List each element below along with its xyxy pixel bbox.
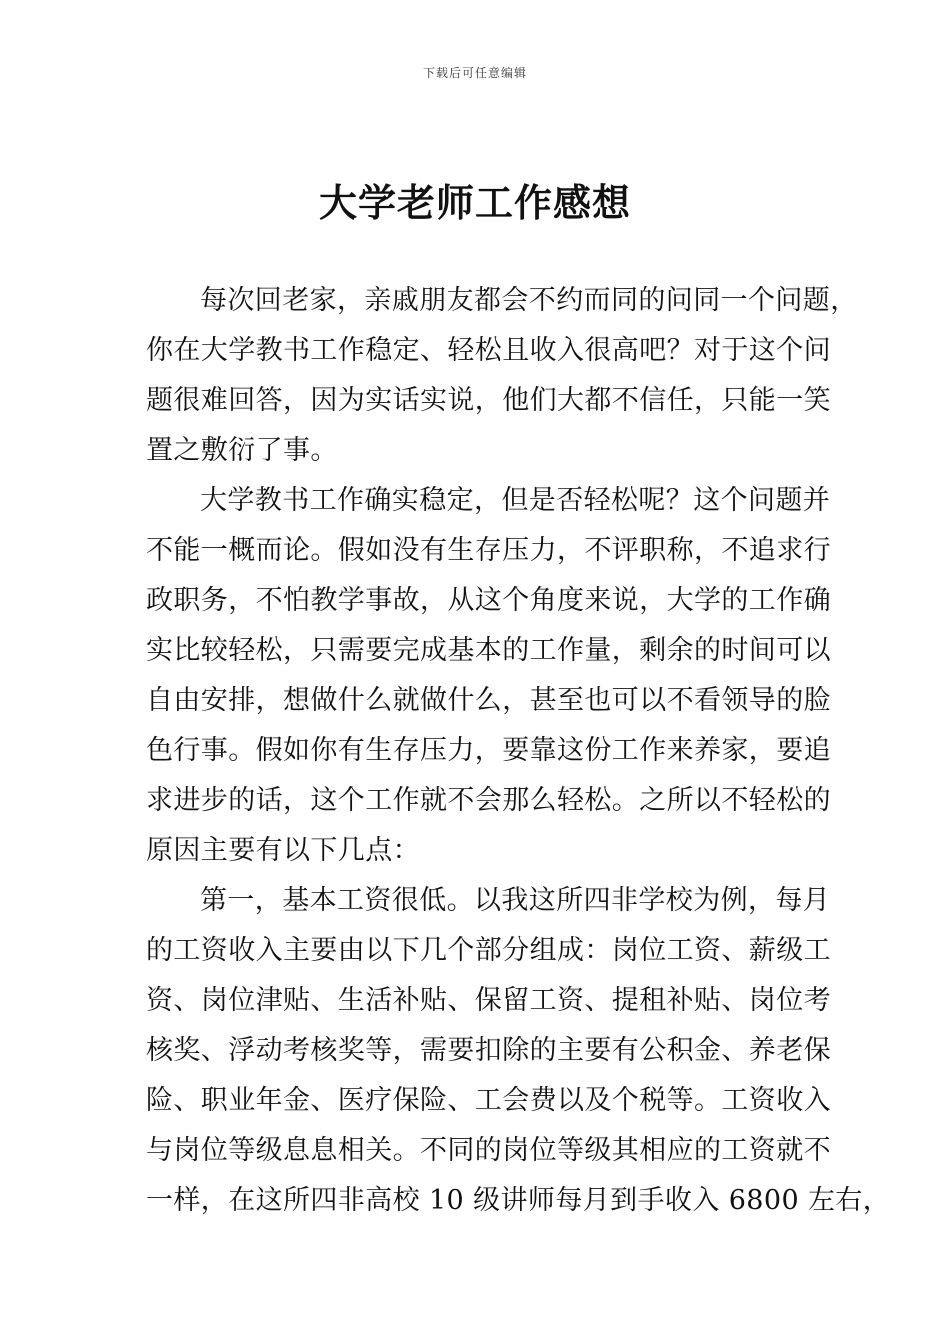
paragraph-1-line-4: 置之敷衍了事。 bbox=[146, 435, 338, 466]
document-body bbox=[146, 276, 891, 1226]
paragraph-3-line-6: 与岗位等级息息相关。不同的岗位等级其相应的工资就不 bbox=[146, 1135, 831, 1166]
paragraph-1-line-1: 每次回老家，亲戚朋友都会不约而同的问同一个问题， bbox=[200, 285, 858, 316]
document-title: 大学老师工作感想 bbox=[318, 181, 631, 225]
paragraph-3-line-4: 核奖、浮动考核奖等，需要扣除的主要有公积金、养老保 bbox=[146, 1035, 831, 1066]
paragraph-3-line-1: 第一，基本工资很低。以我这所四非学校为例，每月 bbox=[200, 885, 831, 916]
paragraph-3-line-7: 一样，在这所四非高校 10 级讲师每月到手收入 6800 左右， bbox=[146, 1185, 891, 1216]
paragraph-2-line-4: 实比较轻松，只需要完成基本的工作量，剩余的时间可以 bbox=[146, 635, 831, 666]
paragraph-3-line-2: 的工资收入主要由以下几个部分组成：岗位工资、薪级工 bbox=[146, 935, 831, 966]
paragraph-2-line-5: 自由安排，想做什么就做什么，甚至也可以不看领导的脸 bbox=[146, 685, 831, 716]
paragraph-2-line-6: 色行事。假如你有生存压力，要靠这份工作来养家，要追 bbox=[146, 735, 831, 766]
paragraph-2-line-3: 政职务，不怕教学事故，从这个角度来说，大学的工作确 bbox=[146, 585, 831, 616]
paragraph-3-line-5: 险、职业年金、医疗保险、工会费以及个税等。工资收入 bbox=[146, 1085, 831, 1116]
paragraph-2-line-2: 不能一概而论。假如没有生存压力，不评职称，不追求行 bbox=[146, 535, 831, 566]
header-note: 下载后可任意编辑 bbox=[422, 66, 527, 80]
paragraph-2-line-7: 求进步的话，这个工作就不会那么轻松。之所以不轻松的 bbox=[146, 785, 831, 816]
paragraph-2-line-8: 原因主要有以下几点： bbox=[146, 835, 420, 866]
paragraph-1-line-3: 题很难回答，因为实话实说，他们大都不信任，只能一笑 bbox=[146, 385, 831, 416]
paragraph-3-line-3: 资、岗位津贴、生活补贴、保留工资、提租补贴、岗位考 bbox=[146, 985, 831, 1016]
paragraph-1-line-2: 你在大学教书工作稳定、轻松且收入很高吧？对于这个问 bbox=[146, 335, 831, 366]
paragraph-2-line-1: 大学教书工作确实稳定，但是否轻松呢？这个问题并 bbox=[200, 485, 831, 516]
